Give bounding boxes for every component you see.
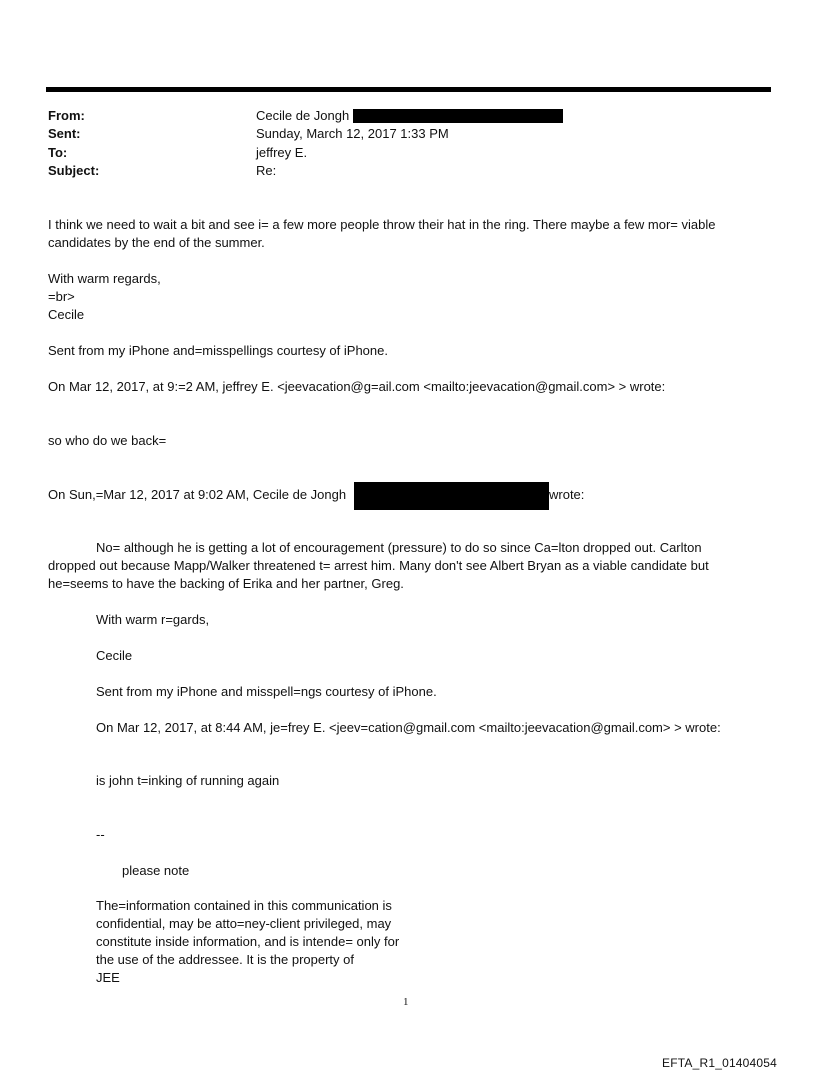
header-rule (46, 87, 771, 92)
body-paragraph-line: candidates by the end of the summer. (48, 235, 265, 250)
quote-header: On Mar 12, 2017, at 9:=2 AM, jeffrey E. <jeevacation@g=ail.com <mailto:jeevacation@gmail.com> > wrote: (48, 379, 666, 394)
page-number: 1 (403, 996, 409, 1008)
disclaimer-line: confidential, may be atto=ney-client privileged, may (96, 916, 392, 931)
to-value: jeffrey E. (256, 145, 308, 160)
from-value: Cecile de Jongh (256, 108, 350, 123)
please-note: please note (122, 863, 190, 878)
signature: Cecile (96, 648, 133, 663)
signature-separator: -- (96, 827, 105, 842)
quoted-paragraph-line: No= although he is getting a lot of encouragement (pressure) to do so since Ca=lton dropped out. Carlton (96, 540, 702, 555)
quote-header: On Mar 12, 2017, at 8:44 AM, je=frey E. <jeev=cation@gmail.com <mailto:jeevacation@gmail.com> > wrote: (96, 720, 721, 735)
subject-value: Re: (256, 163, 277, 178)
quoted-paragraph-line: dropped out because Mapp/Walker threatened t= arrest him. Many don't see Albert Bryan as a viable candidate but (48, 558, 709, 573)
to-label: To: (48, 145, 68, 160)
disclaimer-line: constitute inside information, and is intende= only for (96, 934, 400, 949)
subject-label: Subject: (48, 163, 100, 178)
sent-from-line: Sent from my iPhone and=misspellings courtesy of iPhone. (48, 343, 388, 358)
disclaimer-line: JEE (96, 970, 120, 985)
redaction-block (353, 109, 563, 123)
sent-value: Sunday, March 12, 2017 1:33 PM (256, 126, 449, 141)
regards-line: With warm regards, (48, 271, 161, 286)
disclaimer-line: the use of the addressee. It is the property of (96, 952, 354, 967)
body-paragraph-line: I think we need to wait a bit and see i= a few more people throw their hat in the ring. There maybe a few mor= viable (48, 217, 716, 232)
sent-label: Sent: (48, 126, 81, 141)
signature: Cecile (48, 307, 85, 322)
disclaimer-line: The=information contained in this communication is (96, 898, 392, 913)
quoted-paragraph-line: he=seems to have the backing of Erika and her partner, Greg. (48, 576, 404, 591)
br-artifact: =br> (48, 289, 75, 304)
document-id: EFTA_R1_01404054 (662, 1056, 778, 1070)
from-label: From: (48, 108, 85, 123)
quoted-text: so who do we back= (48, 433, 167, 448)
redaction-block (354, 482, 549, 510)
quoted-text: is john t=inking of running again (96, 773, 280, 788)
quote-header-tail: wrote: (549, 487, 585, 502)
sent-from-line: Sent from my iPhone and misspell=ngs courtesy of iPhone. (96, 684, 437, 699)
quote-header: On Sun,=Mar 12, 2017 at 9:02 AM, Cecile de Jongh (48, 487, 347, 502)
regards-line: With warm r=gards, (96, 612, 210, 627)
